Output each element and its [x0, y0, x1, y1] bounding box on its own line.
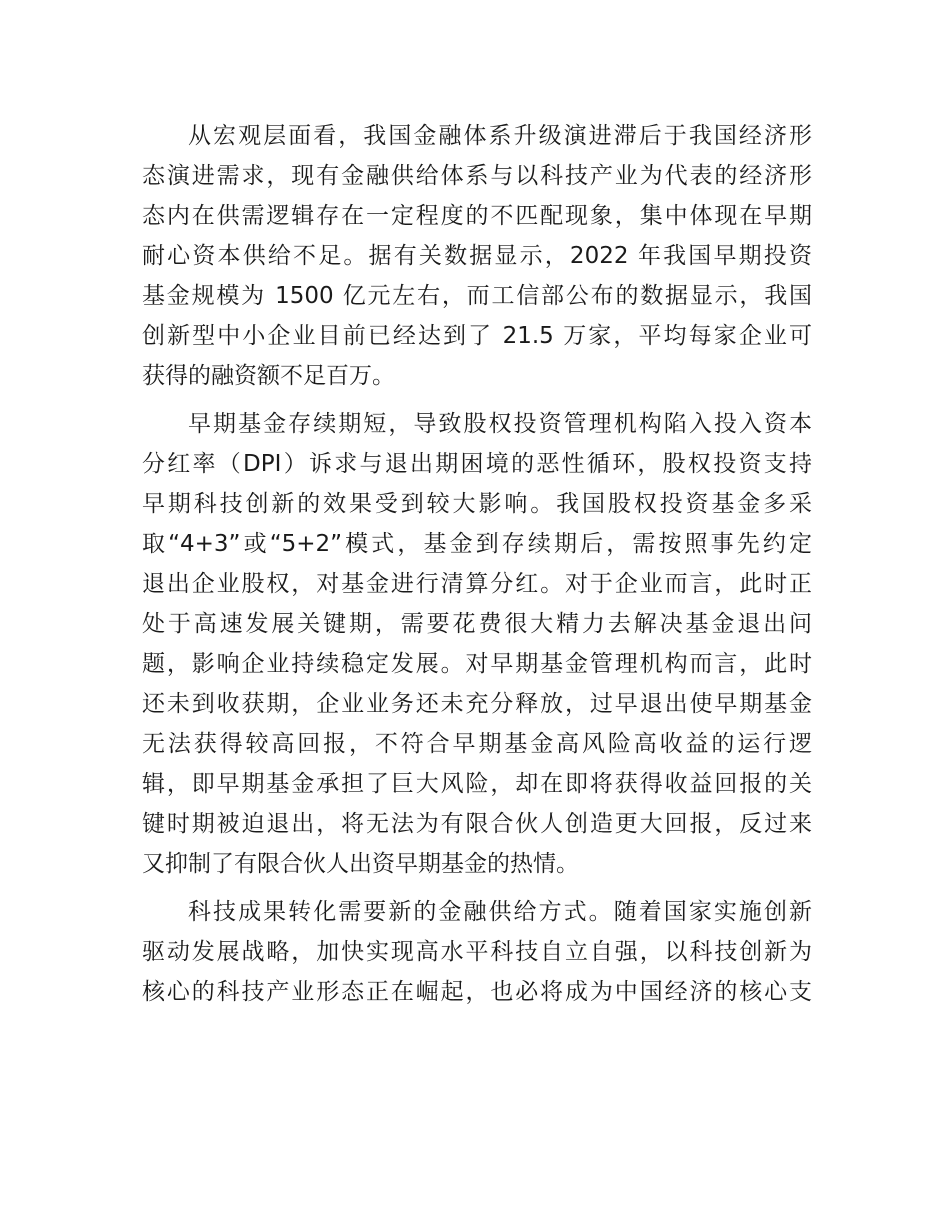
paragraph-2-line-4: 取“4+3”或“5+2”模式，基金到存续期后，需按照事先约定: [142, 531, 812, 557]
paragraph-2-line-6: 处于高速发展关键期，需要花费很大精力去解决基金退出问: [142, 611, 812, 637]
paragraph-1-line-5: 基金规模为 1500 亿元左右，而工信部公布的数据显示，我国: [142, 283, 812, 309]
paragraph-2-line-5: 退出企业股权，对基金进行清算分红。对于企业而言，此时正: [142, 571, 812, 597]
paragraph-3-line-2: 驱动发展战略，加快实现高水平科技自立自强，以科技创新为: [142, 939, 812, 965]
paragraph-1-line-7: 获得的融资额不足百万。: [142, 363, 395, 389]
paragraph-2: [142, 404, 812, 884]
paragraph-1-line-4: 耐心资本供给不足。据有关数据显示，2022 年我国早期投资: [142, 243, 812, 269]
paragraph-1-line-3: 态内在供需逻辑存在一定程度的不匹配现象，集中体现在早期: [142, 203, 812, 229]
paragraph-1-line-2: 态演进需求，现有金融供给体系与以科技产业为代表的经济形: [142, 163, 812, 189]
paragraph-3-line-3: 核心的科技产业形态正在崛起，也必将成为中国经济的核心支: [142, 979, 812, 1005]
paragraph-2-line-1: 早期基金存续期短，导致股权投资管理机构陷入投入资本: [188, 411, 812, 437]
paragraph-2-line-2: 分红率（DPI）诉求与退出期困境的恶性循环，股权投资支持: [142, 451, 812, 477]
paragraph-spacer: [142, 396, 812, 404]
paragraph-spacer: [142, 884, 812, 892]
paragraph-3-line-1: 科技成果转化需要新的金融供给方式。随着国家实施创新: [188, 899, 812, 925]
paragraph-3: [142, 892, 812, 1012]
body-text: [142, 116, 812, 1012]
paragraph-1-line-6: 创新型中小企业目前已经达到了 21.5 万家，平均每家企业可: [142, 323, 812, 349]
paragraph-2-line-12: 又抑制了有限合伙人出资早期基金的热情。: [142, 851, 579, 877]
paragraph-2-line-3: 早期科技创新的效果受到较大影响。我国股权投资基金多采: [142, 491, 812, 517]
paragraph-2-line-7: 题，影响企业持续稳定发展。对早期基金管理机构而言，此时: [142, 651, 812, 677]
paragraph-2-line-8: 还未到收获期，企业业务还未充分释放，过早退出使早期基金: [142, 691, 812, 717]
paragraph-2-line-11: 键时期被迫退出，将无法为有限合伙人创造更大回报，反过来: [142, 811, 812, 837]
paragraph-1: [142, 116, 812, 396]
paragraph-2-line-9: 无法获得较高回报，不符合早期基金高风险高收益的运行逻: [142, 731, 812, 757]
paragraph-1-line-1: 从宏观层面看，我国金融体系升级演进滞后于我国经济形: [188, 123, 812, 149]
paragraph-2-line-10: 辑，即早期基金承担了巨大风险，却在即将获得收益回报的关: [142, 771, 812, 797]
